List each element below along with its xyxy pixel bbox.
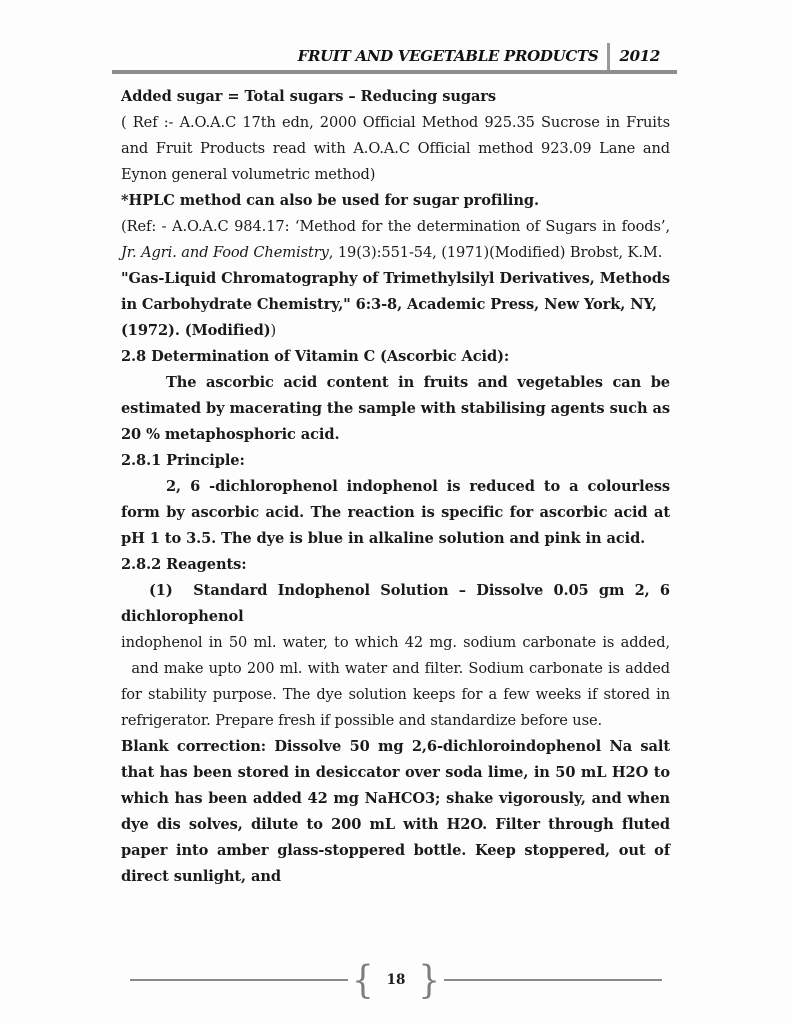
- header-title: FRUIT AND VEGETABLE PRODUCTS: [297, 46, 599, 65]
- page-number: 18: [386, 972, 406, 988]
- section-2-8-2-heading: 2.8.2 Reagents:: [121, 556, 247, 573]
- page-header: [298, 41, 660, 70]
- ref-aoac-925: ( Ref :- A.O.A.C 17th edn, 2000 Official Method 925.35 Sucrose in Fruits and Fruit Products read with A.O.A.C Official method 923.09 Lane and Eynon general volumetric method): [121, 114, 670, 183]
- footer-rule-right: [444, 979, 662, 981]
- ref-glc-close-paren: ): [270, 322, 277, 339]
- ref-aoac-984: [121, 214, 670, 266]
- reagent-1-lead: (1) Standard Indophenol Solution – Dissolve 0.05 gm 2, 6 dichlorophenol: [121, 582, 670, 625]
- section-2-8-1-text: 2, 6 -dichlorophenol indophenol is reduced to a colourless form by ascorbic acid. The reaction is specific for ascorbic acid at pH 1 to 3.5. The dye is blue in alkaline solution and pink in acid.: [121, 478, 670, 547]
- hplc-note: *HPLC method can also be used for sugar profiling.: [121, 192, 539, 209]
- reagent-1-body: indophenol in 50 ml. water, to which 42 mg. sodium carbonate is added, and make upto 200 ml. with water and filter. Sodium carbonate is added for stability purpose. The dye solution keeps for a few weeks if stored in refrigerator. Prepare fresh if possible and standardize before use.: [121, 634, 670, 729]
- page-footer: [130, 957, 662, 1003]
- ref-aoac-984-journal: Jr. Agri. and Food Chemistry: [121, 244, 329, 261]
- blank-correction: Blank correction: Dissolve 50 mg 2,6-dichloroindophenol Na salt that has been stored in desiccator over soda lime, in 50 mL H2O to which has been added 42 mg NaHCO3; shake vigorously, and when dye dis solves, dilute to 200 mL with H2O. Filter through fluted paper into amber glass-stoppered bottle. Keep stoppered, out of direct sunlight, and: [121, 738, 670, 885]
- document-content: [121, 84, 670, 890]
- section-2-8-intro: The ascorbic acid content in fruits and vegetables can be estimated by macerating the sample with stabilising agents such as 20 % metaphosphoric acid.: [121, 374, 670, 443]
- header-divider: [607, 43, 610, 72]
- footer-brace-left: {: [351, 957, 374, 1003]
- header-year: 2012: [619, 46, 660, 65]
- ref-aoac-984-pre: (Ref: - A.O.A.C 984.17: ‘Method for the determination of Sugars in foods’,: [121, 218, 670, 235]
- section-2-8-heading: 2.8 Determination of Vitamin C (Ascorbic Acid):: [121, 348, 510, 365]
- footer-rule-left: [130, 979, 348, 981]
- added-sugar-formula: Added sugar = Total sugars – Reducing sugars: [121, 88, 497, 105]
- ref-glc-year-line: [121, 318, 670, 344]
- header-rule: [112, 70, 677, 74]
- ref-aoac-984-post: , 19(3):551-54, (1971)(Modified) Brobst, K.M.: [328, 244, 663, 261]
- ref-glc: "Gas-Liquid Chromatography of Trimethylsilyl Derivatives, Methods in Carbohydrate Chemistry," 6:3-8, Academic Press, New York, NY,: [121, 270, 670, 313]
- ref-glc-year: (1972). (Modified): [121, 322, 271, 339]
- footer-brace-right: }: [418, 957, 441, 1003]
- section-2-8-1-heading: 2.8.1 Principle:: [121, 452, 245, 469]
